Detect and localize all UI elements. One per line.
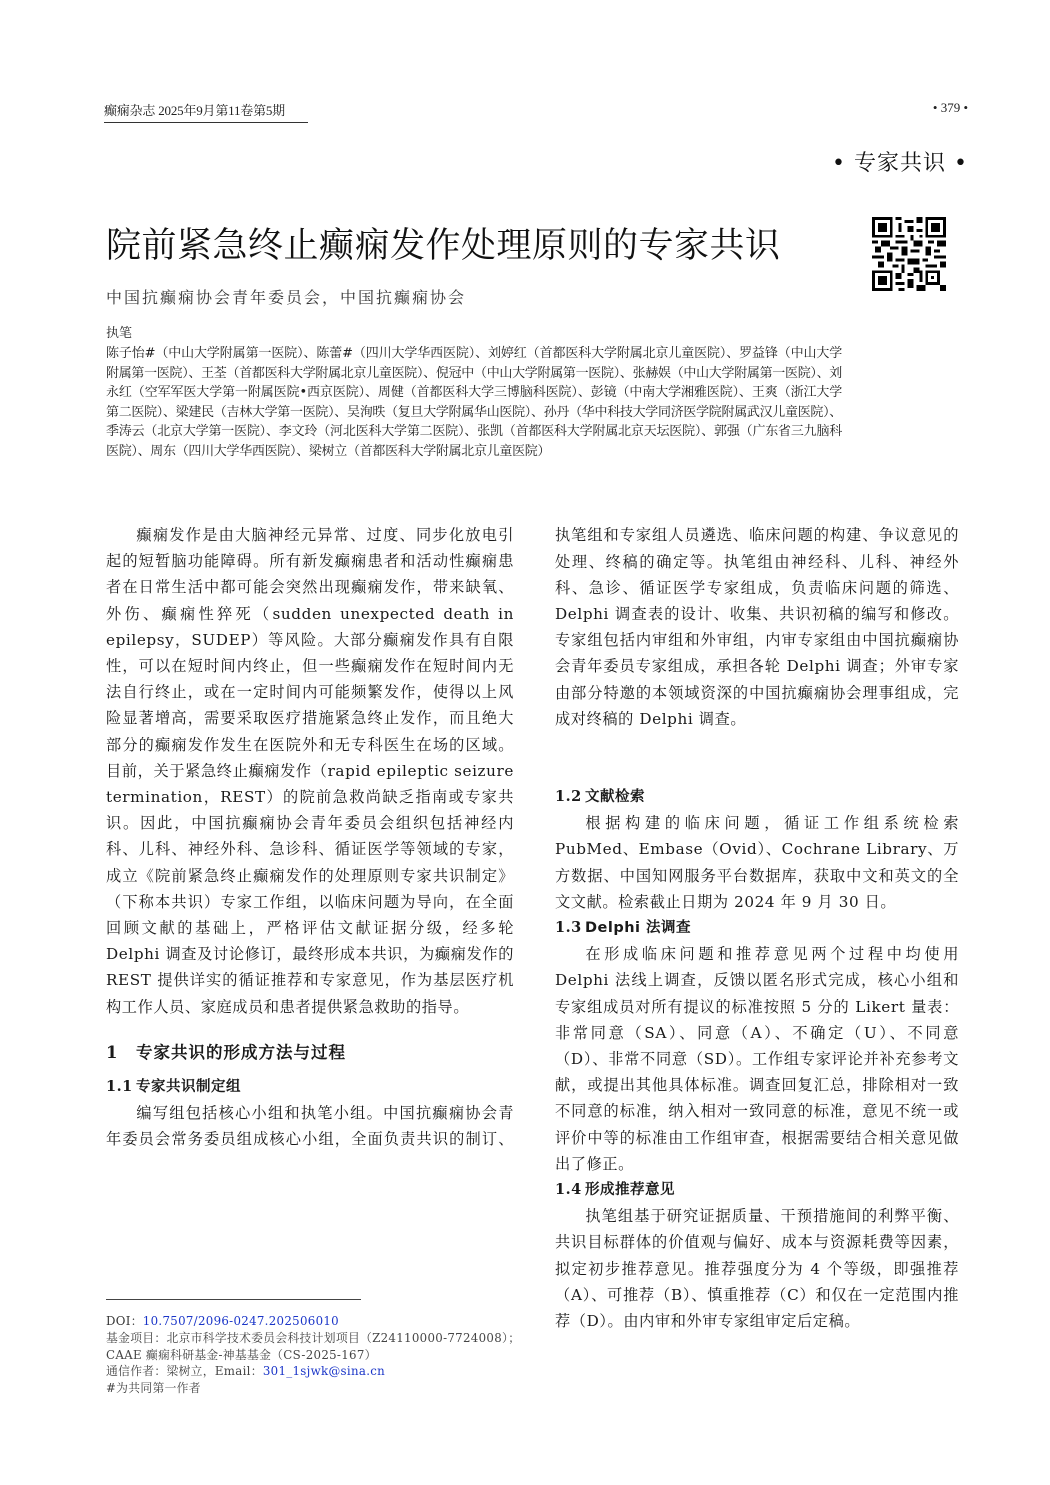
- section-1-1-heading: [106, 1074, 514, 1100]
- journal-header: 癫痫杂志 2025年9月第11卷第5期: [104, 103, 285, 118]
- section-1-4-text: 执笔组基于研究证据质量、干预措施间的利弊平衡、共识目标群体的价值观与偏好、成本与资源耗费等因素，拟定初步推荐意见。推荐强度分为 4 个等级，即强推荐（A）、可推荐（B）、慎重推荐（C）和仅在一定范围内推荐（D）。由内审和外审专家组审定后定稿。: [555, 1207, 959, 1331]
- section-1-2-number: 1.2: [555, 788, 582, 805]
- doi-line: [106, 1313, 526, 1330]
- section-1-4-heading: [555, 1177, 959, 1203]
- section-1-number: 1: [106, 1042, 119, 1062]
- intro-paragraph: 癫痫发作是由大脑神经元异常、过度、同步化放电引起的短暂脑功能障碍。所有新发癫痫患者和活动性癫痫患者在日常生活中都可能会突然出现癫痫发作，带来缺氧、外伤、癫痫性猝死（sudden unexpected death in epilepsy，SUDEP）等风险。大部分癫痫发作具有自限性，可以在短时间内终止，但一些癫痫发作在短时间内无法自行终止，或在一定时间内可能频繁发作，使得以上风险显著增高，需要采取医疗措施紧急终止发作，而且绝大部分的癫痫发作发生在医院外和无专科医生在场的区域。目前，关于紧急终止癫痫发作（rapid epileptic seizure termination，REST）的院前急救尚缺乏指南或专家共识。因此，中国抗癫痫协会青年委员会组织包括神经内科、儿科、神经外科、急诊科、循证医学等领域的专家，成立《院前紧急终止癫痫发作的处理原则专家共识制定》（下称本共识）专家工作组，以临床问题为导向，在全面回顾文献的基础上，严格评估文献证据分级，经多轮 Delphi 调查及讨论修订，最终形成本共识，为癫痫发作的 REST 提供详实的循证推荐和专家意见，作为基层医疗机构工作人员、家庭成员和患者提供紧急救助的指导。: [106, 526, 514, 1016]
- column-right: [555, 522, 959, 1334]
- section-1-heading: [106, 1040, 514, 1066]
- corresponding-line: [106, 1363, 526, 1380]
- corresponding-label: 通信作者：梁树立，Email：: [106, 1364, 263, 1379]
- section-1-4-title: 形成推荐意见: [585, 1182, 675, 1199]
- email-link[interactable]: 301_1sjwk@sina.cn: [262, 1364, 386, 1379]
- page-number: • 379 •: [932, 100, 968, 115]
- cofirst-note: #为共同第一作者: [106, 1381, 201, 1396]
- funding-line: 基金项目：北京市科学技术委员会科技计划项目（Z24110000-7724008）；CAAE 癫痫科研基金-神基基金（CS-2025-167）: [106, 1330, 521, 1362]
- footnote-rule: [106, 1299, 361, 1300]
- section-1-1-text-overflow: 执笔组和专家组人员遴选、临床问题的构建、争议意见的处理、终稿的确定等。执笔组由神经科、儿科、神经外科、急诊、循证医学专家组成，负责临床问题的筛选、Delphi 调查表的设计、收集、共识初稿的编写和修改。专家组包括内审组和外审组，内审专家组由中国抗癫痫协会青年委员专家组成，承担各轮 Delphi 调查；外审专家由部分特邀的本领域资深的中国抗癫痫协会理事组成，完成对终稿的 Delphi 调查。: [555, 526, 959, 728]
- section-1-1-number: 1.1: [106, 1078, 133, 1096]
- doi-link[interactable]: 10.7507/2096-0247.202506010: [142, 1314, 339, 1328]
- footnotes: [106, 1313, 526, 1397]
- qr-code: [872, 217, 946, 291]
- doi-label: DOI：: [106, 1314, 143, 1328]
- column-left: [106, 522, 514, 1152]
- author-list: 陈子怡#（中山大学附属第一医院）、陈蕾#（四川大学华西医院）、刘婷红（首都医科大学附属北京儿童医院）、罗益锋（中山大学附属第一医院）、王荃（首都医科大学附属北京儿童医院）、倪冠中（中山大学附属第一医院）、张赫娱（中山大学附属第一医院）、刘永红（空军军医大学第一附属医院•西京医院）、周健（首都医科大学三博脑科医院）、彭镜（中南大学湘雅医院）、王爽（浙江大学第二医院）、梁建民（吉林大学第一医院）、吴洵昳（复旦大学附属华山医院）、孙丹（华中科技大学同济医学院附属武汉儿童医院）、季涛云（北京大学第一医院）、李文玲（河北医科大学第二医院）、张凯（首都医科大学附属北京天坛医院）、郭强（广东省三九脑科医院）、周东（四川大学华西医院）、梁树立（首都医科大学附属北京儿童医院）: [106, 346, 843, 459]
- section-1-3-title: Delphi 法调查: [585, 920, 692, 937]
- section-1-1-text-continued: [555, 522, 959, 784]
- section-1-2-title: 文献检索: [585, 789, 645, 805]
- section-1-2-heading: [555, 784, 959, 810]
- organizations: 中国抗癫痫协会青年委员会，中国抗癫痫协会: [106, 288, 467, 307]
- section-1-3-heading: [555, 915, 959, 941]
- section-1-4-number: 1.4: [555, 1181, 582, 1199]
- section-1-3-text: 在形成临床问题和推荐意见两个过程中均使用 Delphi 法线上调查，反馈以匿名形式完成，核心小组和专家组成员对所有提议的标准按照 5 分的 Likert 量表：非常同意（SA）、同意（A）、不确定（U）、不同意（D）、非常不同意（SD）。工作组专家评论并补充参考文献，或提出其他具体标准。调查回复汇总，排除相对一致不同意的标准，纳入相对一致同意的标准，意见不统一或评价中等的标准由工作组审查，根据需要结合相关意见做出了修正。: [555, 945, 959, 1173]
- section-1-3-number: 1.3: [555, 919, 582, 937]
- authors-label: 执笔: [106, 326, 133, 341]
- section-1-title: 专家共识的形成方法与过程: [136, 1042, 346, 1062]
- section-1-1-title: 专家共识制定组: [136, 1079, 241, 1096]
- section-1-2-text: 根据构建的临床问题，循证工作组系统检索 PubMed、Embase（Ovid）、Cochrane Library、万方数据、中国知网服务平台数据库，获取中文和英文的全文文献。检索截止日期为 2024 年 9 月 30 日。: [555, 814, 959, 911]
- section-tag: • 专家共识 •: [832, 151, 968, 176]
- section-1-1-text: 编写组包括核心小组和执笔小组。中国抗癫痫协会青年委员会常务委员组成核心小组，全面负责共识的制订、: [106, 1104, 514, 1149]
- header-rule: [104, 122, 308, 123]
- article-title: 院前紧急终止癫痫发作处理原则的专家共识: [106, 226, 781, 266]
